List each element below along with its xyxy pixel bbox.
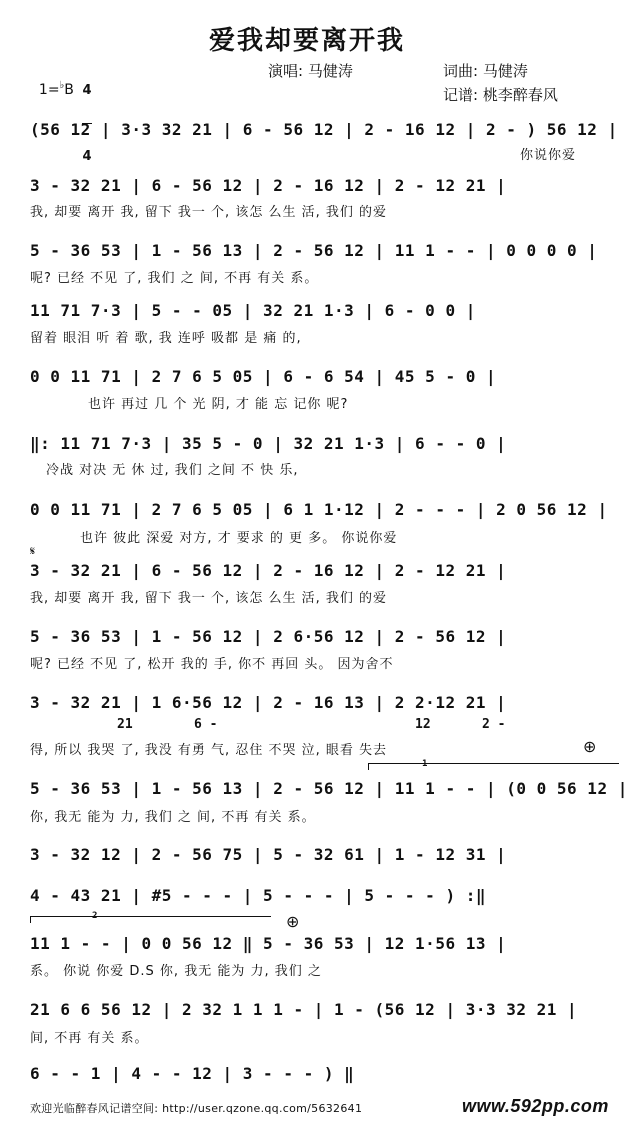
score-row-16: 6 - - 1 | 4 - - 12 | 3 - - - ) ‖	[30, 1064, 355, 1083]
lyrics-row-10: 得, 所以 我哭 了, 我没 有勇 气, 忍住 不哭 泣, 眼看 失去	[30, 743, 387, 758]
lyrics-row-15: 间, 不再 有关 系。	[30, 1031, 149, 1046]
lyrics-row-5: 也许 再过 几 个 光 阴, 才 能 忘 记你 呢?	[88, 397, 349, 412]
footer-site-logo[interactable]: www.592pp.com	[462, 1096, 609, 1116]
harmony-note-1: 21	[117, 717, 133, 732]
footer-link-text: 欢迎光临醉春风记谱空间: http://user.qzone.qq.com/5632641	[30, 1102, 363, 1115]
composer-credit: 词曲: 马健涛	[443, 62, 528, 80]
volta-1-bracket	[368, 763, 619, 770]
score-row-2: 3 - 32 21 | 6 - 56 12 | 2 - 16 12 | 2 - 12 21 |	[30, 176, 507, 195]
score-row-9: 5 - 36 53 | 1 - 56 12 | 2 6·56 12 | 2 - 56 12 |	[30, 627, 507, 646]
score-row-6: ‖: 11 71 7·3 | 35 5 - 0 | 32 21 1·3 | 6 - - 0 |	[30, 434, 507, 453]
lyrics-row-11: 你, 我无 能为 力, 我们 之 间, 不再 有关 系。	[30, 810, 316, 825]
key-signature	[30, 64, 74, 98]
score-row-13: 4 - 43 21 | #5 - - - | 5 - - - | 5 - - - ) :‖	[30, 886, 486, 905]
score-row-5: 0 0 11 71 | 2 7 6 5 05 | 6 - 6 54 | 45 5 - 0 |	[30, 367, 497, 386]
score-row-12: 3 - 32 12 | 2 - 56 75 | 5 - 32 61 | 1 - 12 31 |	[30, 845, 507, 864]
lyrics-row-6: 冷战 对决 无 休 过, 我们 之间 不 快 乐,	[46, 463, 299, 478]
harmony-note-2: 6 -	[194, 717, 218, 732]
score-row-7: 0 0 11 71 | 2 7 6 5 05 | 6 1 1·12 | 2 - - - | 2 0 56 12 |	[30, 500, 608, 519]
lyrics-row-4: 留着 眼泪 听 着 歌, 我 连呼 吸都 是 痛 的,	[30, 331, 302, 346]
time-numerator: 4	[82, 83, 92, 98]
volta-2-bracket	[30, 916, 271, 923]
lyrics-row-3: 呢? 已经 不见 了, 我们 之 间, 不再 有关 系。	[30, 271, 319, 286]
score-row-15: 21 6 6 56 12 | 2 32 1 1 1 - | 1 - (56 12 | 3·3 32 21 |	[30, 1000, 578, 1019]
harmony-note-3: 12	[415, 717, 431, 732]
harmony-note-4: 2 -	[482, 717, 506, 732]
score-row-14: 11 1 - - | 0 0 56 12 ‖ 5 - 36 53 | 12 1·56 13 |	[30, 934, 507, 953]
score-row-1: (56 12 | 3·3 32 21 | 6 - 56 12 | 2 - 16 12 | 2 - ) 56 12 |	[30, 120, 618, 139]
transcriber-credit: 记谱: 桃李醉春风	[443, 86, 558, 104]
lyrics-row-1: 你说你爱	[520, 148, 577, 163]
score-row-3: 5 - 36 53 | 1 - 56 13 | 2 - 56 12 | 11 1 - - | 0 0 0 0 |	[30, 241, 598, 260]
score-row-11: 5 - 36 53 | 1 - 56 13 | 2 - 56 12 | 11 1 - - | (0 0 56 12 |	[30, 779, 628, 798]
lyrics-row-7: 也许 彼此 深爱 对方, 才 要求 的 更 多。 你说你爱	[80, 531, 398, 546]
key-prefix: 1=	[38, 82, 60, 98]
coda-icon: ⊕	[583, 737, 597, 756]
time-denominator: 4	[82, 149, 92, 164]
time-signature	[82, 58, 92, 176]
singer-credit: 演唱: 马健涛	[268, 62, 353, 80]
song-title: 爱我却要离开我	[209, 26, 406, 56]
volta-1-label: 1	[422, 759, 428, 769]
score-row-4: 11 71 7·3 | 5 - - 05 | 32 21 1·3 | 6 - 0 0 |	[30, 301, 476, 320]
score-row-10: 3 - 32 21 | 1 6·56 12 | 2 - 16 13 | 2 2·12 21 |	[30, 693, 507, 712]
key-note: B	[64, 82, 74, 98]
volta-2-label: 2	[92, 911, 98, 921]
segno-icon: 𝄋	[30, 544, 36, 558]
lyrics-row-8: 我, 却要 离开 我, 留下 我一 个, 该怎 么生 活, 我们 的爱	[30, 591, 387, 606]
flat-icon: ♭	[59, 80, 65, 91]
score-row-8: 3 - 32 21 | 6 - 56 12 | 2 - 16 12 | 2 - 12 21 |	[30, 561, 507, 580]
lyrics-row-14: 系。 你说 你爱 D.S 你, 我无 能为 力, 我们 之	[30, 964, 322, 979]
lyrics-row-9: 呢? 已经 不见 了, 松开 我的 手, 你不 再回 头。 因为舍不	[30, 657, 394, 672]
lyrics-row-2: 我, 却要 离开 我, 留下 我一 个, 该怎 么生 活, 我们 的爱	[30, 205, 387, 220]
coda-icon-2: ⊕	[286, 912, 300, 931]
